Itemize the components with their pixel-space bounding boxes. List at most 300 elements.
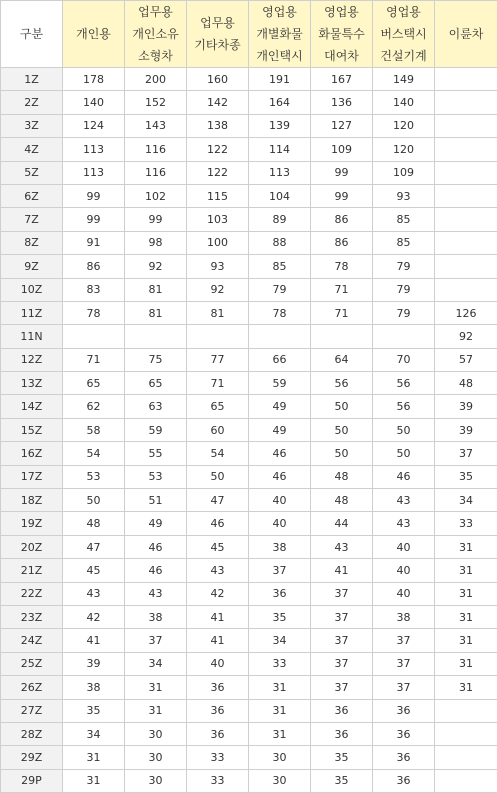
header-line: 기타차종 [187,34,248,56]
row-grade-label: 12Z [1,348,63,371]
table-cell: 100 [187,231,249,254]
table-cell [435,278,497,301]
table-cell: 71 [311,301,373,324]
table-cell [435,699,497,722]
table-cell: 115 [187,184,249,207]
table-cell: 40 [373,559,435,582]
table-cell: 36 [373,769,435,792]
table-cell: 109 [311,138,373,161]
table-cell: 65 [125,372,187,395]
table-cell: 35 [311,746,373,769]
table-cell: 79 [249,278,311,301]
table-row [1,629,497,652]
table-row [1,512,497,535]
row-grade-label: 13Z [1,372,63,395]
row-grade-label: 18Z [1,489,63,512]
table-cell: 43 [125,582,187,605]
table-cell: 103 [187,208,249,231]
table-row [1,465,497,488]
table-cell: 88 [249,231,311,254]
table-row [1,442,497,465]
table-cell: 116 [125,161,187,184]
table-cell: 36 [187,722,249,745]
table-cell: 122 [187,138,249,161]
table-cell: 98 [125,231,187,254]
table-row [1,769,497,792]
table-cell [435,138,497,161]
table-cell: 63 [125,395,187,418]
row-grade-label: 11N [1,325,63,348]
row-grade-label: 16Z [1,442,63,465]
table-cell: 143 [125,114,187,137]
table-cell: 92 [435,325,497,348]
table-cell: 37 [311,676,373,699]
table-cell: 136 [311,91,373,114]
table-cell: 124 [63,114,125,137]
table-cell: 50 [63,489,125,512]
table-cell: 86 [63,255,125,278]
table-cell: 47 [63,535,125,558]
table-cell: 81 [125,301,187,324]
table-cell: 127 [311,114,373,137]
table-cell: 113 [249,161,311,184]
table-cell: 200 [125,68,187,91]
header-line: 화물특수 [311,23,372,45]
table-cell: 33 [187,769,249,792]
header-line: 영업용 [249,1,310,23]
table-row [1,535,497,558]
table-cell [435,769,497,792]
table-cell: 40 [249,512,311,535]
table-cell: 53 [125,465,187,488]
row-grade-label: 15Z [1,418,63,441]
row-grade-label: 26Z [1,676,63,699]
row-grade-label: 29P [1,769,63,792]
header-row [1,1,497,68]
table-cell: 46 [249,442,311,465]
table-row [1,184,497,207]
table-cell: 38 [125,605,187,628]
row-grade-label: 25Z [1,652,63,675]
table-cell: 43 [373,489,435,512]
table-cell: 37 [311,605,373,628]
table-cell: 139 [249,114,311,137]
header-line: 영업용 [373,1,434,23]
table-cell: 160 [187,68,249,91]
table-cell: 36 [311,722,373,745]
header-line: 건설기계 [373,45,434,67]
row-grade-label: 6Z [1,184,63,207]
table-cell: 36 [249,582,311,605]
table-cell: 46 [187,512,249,535]
header-line: 이륜차 [435,23,497,45]
table-cell: 51 [125,489,187,512]
table-cell [63,325,125,348]
table-row [1,746,497,769]
table-cell: 99 [63,184,125,207]
table-cell: 92 [125,255,187,278]
table-cell: 57 [435,348,497,371]
table-cell: 50 [311,442,373,465]
header-line: 업무용 [187,12,248,34]
header-personal [63,1,125,68]
row-grade-label: 11Z [1,301,63,324]
table-cell: 48 [311,489,373,512]
table-cell: 54 [187,442,249,465]
table-cell: 31 [435,535,497,558]
header-line: 대여차 [311,45,372,67]
table-cell: 37 [311,582,373,605]
table-cell: 50 [373,442,435,465]
table-cell: 37 [373,629,435,652]
table-cell: 66 [249,348,311,371]
table-cell: 43 [311,535,373,558]
table-row [1,91,497,114]
table-cell: 38 [63,676,125,699]
table-cell: 37 [373,652,435,675]
table-cell: 50 [311,395,373,418]
table-cell: 35 [249,605,311,628]
header-commercial-rental [311,1,373,68]
table-cell: 43 [63,582,125,605]
table-cell: 37 [435,442,497,465]
row-grade-label: 1Z [1,68,63,91]
table-cell: 43 [373,512,435,535]
table-cell: 30 [249,769,311,792]
table-cell: 54 [63,442,125,465]
table-cell: 41 [187,605,249,628]
table-cell [435,114,497,137]
table-cell: 99 [125,208,187,231]
table-cell: 56 [311,372,373,395]
table-cell: 64 [311,348,373,371]
table-cell: 102 [125,184,187,207]
header-commercial-taxi [249,1,311,68]
table-cell: 164 [249,91,311,114]
table-cell: 167 [311,68,373,91]
table-row [1,559,497,582]
table-cell: 31 [435,676,497,699]
table-cell: 71 [63,348,125,371]
table-row [1,605,497,628]
table-cell: 89 [249,208,311,231]
row-grade-label: 23Z [1,605,63,628]
table-cell: 85 [373,208,435,231]
table-cell [435,184,497,207]
table-cell: 140 [63,91,125,114]
table-cell: 178 [63,68,125,91]
table-cell: 104 [249,184,311,207]
table-row [1,138,497,161]
table-row [1,255,497,278]
table-cell: 99 [63,208,125,231]
table-cell: 31 [125,676,187,699]
header-line: 소형차 [125,45,186,67]
table-cell: 48 [311,465,373,488]
table-cell [435,746,497,769]
row-grade-label: 21Z [1,559,63,582]
table-cell: 39 [63,652,125,675]
table-cell: 93 [373,184,435,207]
table-cell: 36 [187,699,249,722]
table-cell [435,255,497,278]
table-cell: 149 [373,68,435,91]
row-grade-label: 14Z [1,395,63,418]
table-row [1,722,497,745]
table-body [1,68,497,793]
table-cell: 42 [187,582,249,605]
header-motorcycle [435,1,497,68]
header-line: 개인택시 [249,45,310,67]
table-cell: 30 [249,746,311,769]
table-cell: 44 [311,512,373,535]
table-cell: 33 [187,746,249,769]
table-cell [435,208,497,231]
table-cell [311,325,373,348]
table-cell: 120 [373,138,435,161]
table-cell: 120 [373,114,435,137]
table-cell: 46 [125,535,187,558]
table-cell: 41 [63,629,125,652]
table-cell: 86 [311,231,373,254]
table-cell: 31 [63,769,125,792]
table-row [1,348,497,371]
table-cell: 37 [249,559,311,582]
table-cell: 91 [63,231,125,254]
table-cell: 126 [435,301,497,324]
header-line: 업무용 [125,1,186,23]
table-cell: 142 [187,91,249,114]
table-cell: 85 [373,231,435,254]
table-cell: 62 [63,395,125,418]
table-cell: 36 [373,722,435,745]
table-cell: 31 [249,699,311,722]
table-cell: 49 [249,418,311,441]
table-cell: 34 [249,629,311,652]
table-row [1,208,497,231]
table-cell: 34 [125,652,187,675]
table-cell: 47 [187,489,249,512]
table-cell [187,325,249,348]
table-cell [373,325,435,348]
table-cell: 35 [311,769,373,792]
header-line: 영업용 [311,1,372,23]
table-cell: 37 [373,676,435,699]
table-cell: 35 [63,699,125,722]
table-cell: 152 [125,91,187,114]
table-row [1,278,497,301]
table-cell: 50 [311,418,373,441]
table-cell: 53 [63,465,125,488]
table-cell: 46 [373,465,435,488]
table-cell: 85 [249,255,311,278]
row-grade-label: 4Z [1,138,63,161]
table-cell: 39 [435,395,497,418]
table-cell: 34 [63,722,125,745]
table-row [1,582,497,605]
table-cell: 41 [187,629,249,652]
header-line: 개인용 [63,23,124,45]
table-cell: 37 [125,629,187,652]
table-cell: 46 [125,559,187,582]
table-row [1,418,497,441]
header-category [1,1,63,68]
table-cell [435,68,497,91]
table-row [1,489,497,512]
row-grade-label: 22Z [1,582,63,605]
table-cell: 41 [311,559,373,582]
table-cell: 140 [373,91,435,114]
table-cell: 31 [435,582,497,605]
table-row [1,68,497,91]
table-row [1,114,497,137]
table-cell: 99 [311,161,373,184]
table-cell: 70 [373,348,435,371]
table-cell: 113 [63,138,125,161]
table-cell: 31 [249,722,311,745]
table-cell: 49 [125,512,187,535]
table-cell: 30 [125,746,187,769]
table-cell: 31 [249,676,311,699]
table-cell: 31 [435,652,497,675]
header-line: 개인소유 [125,23,186,45]
table-cell: 75 [125,348,187,371]
table-cell: 122 [187,161,249,184]
table-row [1,301,497,324]
table-cell: 33 [249,652,311,675]
table-cell: 31 [435,605,497,628]
table-cell: 36 [373,746,435,769]
table-cell: 138 [187,114,249,137]
row-grade-label: 9Z [1,255,63,278]
table-row [1,676,497,699]
table-cell: 99 [311,184,373,207]
table-cell: 65 [187,395,249,418]
table-cell: 113 [63,161,125,184]
table-cell: 48 [63,512,125,535]
table-cell: 39 [435,418,497,441]
table-cell: 30 [125,722,187,745]
table-cell: 83 [63,278,125,301]
row-grade-label: 27Z [1,699,63,722]
table-row [1,231,497,254]
table-row [1,161,497,184]
table-row [1,652,497,675]
table-cell [125,325,187,348]
table-cell: 40 [187,652,249,675]
row-grade-label: 24Z [1,629,63,652]
table-cell [435,91,497,114]
table-cell: 48 [435,372,497,395]
table-cell: 40 [373,582,435,605]
row-grade-label: 28Z [1,722,63,745]
table-cell: 37 [311,652,373,675]
table-cell [435,161,497,184]
table-cell: 30 [125,769,187,792]
table-cell [435,231,497,254]
row-grade-label: 7Z [1,208,63,231]
table-cell: 114 [249,138,311,161]
table-cell: 78 [63,301,125,324]
table-cell: 43 [187,559,249,582]
table-cell: 42 [63,605,125,628]
table-cell: 93 [187,255,249,278]
table-row [1,325,497,348]
table-cell: 31 [435,559,497,582]
table-cell: 50 [373,418,435,441]
table-cell: 116 [125,138,187,161]
row-grade-label: 17Z [1,465,63,488]
table-row [1,395,497,418]
table-cell: 109 [373,161,435,184]
table-cell: 81 [125,278,187,301]
header-line: 개별화물 [249,23,310,45]
table-cell: 55 [125,442,187,465]
header-business-other [187,1,249,68]
table-cell: 58 [63,418,125,441]
row-grade-label: 10Z [1,278,63,301]
table-cell: 59 [249,372,311,395]
table-cell: 78 [311,255,373,278]
table-row [1,372,497,395]
table-cell: 56 [373,395,435,418]
table-cell: 86 [311,208,373,231]
table-cell: 36 [311,699,373,722]
table-cell: 71 [187,372,249,395]
table-cell: 34 [435,489,497,512]
table-cell: 45 [63,559,125,582]
table-cell: 31 [125,699,187,722]
header-line: 버스택시 [373,23,434,45]
table-cell: 49 [249,395,311,418]
table-cell: 59 [125,418,187,441]
table-cell: 79 [373,278,435,301]
row-grade-label: 29Z [1,746,63,769]
table-cell: 45 [187,535,249,558]
table-cell: 46 [249,465,311,488]
table-cell: 56 [373,372,435,395]
table-cell: 65 [63,372,125,395]
table-cell [249,325,311,348]
table-cell: 79 [373,255,435,278]
row-grade-label: 19Z [1,512,63,535]
table-cell: 40 [249,489,311,512]
header-business-small [125,1,187,68]
row-grade-label: 5Z [1,161,63,184]
row-grade-label: 2Z [1,91,63,114]
table-cell: 40 [373,535,435,558]
table-cell: 35 [435,465,497,488]
table-cell: 36 [187,676,249,699]
row-grade-label: 20Z [1,535,63,558]
table-cell: 36 [373,699,435,722]
table-row [1,699,497,722]
table-cell: 191 [249,68,311,91]
table-cell: 38 [373,605,435,628]
table-cell [435,722,497,745]
table-cell: 33 [435,512,497,535]
table-cell: 50 [187,465,249,488]
table-cell: 38 [249,535,311,558]
table-cell: 79 [373,301,435,324]
table-cell: 31 [63,746,125,769]
table-cell: 81 [187,301,249,324]
table-cell: 77 [187,348,249,371]
header-line: 구분 [1,23,62,45]
table-cell: 71 [311,278,373,301]
table-cell: 31 [435,629,497,652]
row-grade-label: 3Z [1,114,63,137]
